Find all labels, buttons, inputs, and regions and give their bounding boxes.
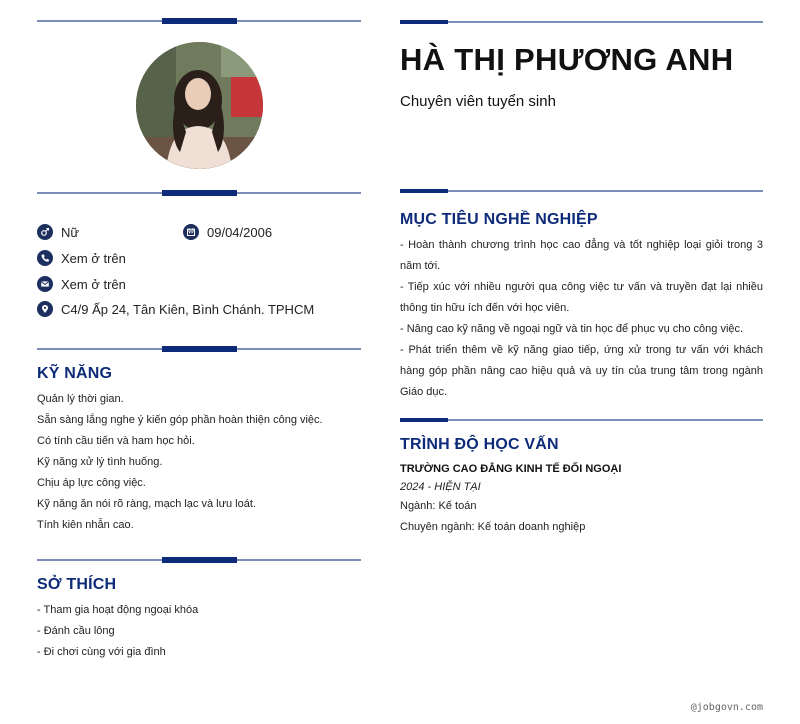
email-value: Xem ở trên bbox=[61, 276, 126, 292]
list-item: Kỹ năng ăn nói rõ ràng, mạch lạc và lưu loát. bbox=[37, 498, 256, 510]
gender-icon bbox=[37, 224, 53, 240]
education-title: TRÌNH ĐỘ HỌC VẤN bbox=[400, 436, 559, 453]
list-item: - Phát triển thêm về kỹ năng giao tiếp, ứng xử trong tư vấn với khách hàng góp phần nâng cao hiệu quả và uy tín của trung tâm trong ngành Giáo dục. bbox=[400, 344, 763, 398]
list-item: - Tham gia hoạt động ngoại khóa bbox=[37, 604, 199, 616]
watermark: @jobgovn.com bbox=[690, 702, 763, 713]
address-row bbox=[37, 299, 314, 319]
list-item: Có tính cầu tiến và ham học hỏi. bbox=[37, 435, 195, 447]
avatar-photo bbox=[136, 42, 263, 169]
avatar bbox=[136, 42, 263, 169]
divider-skills bbox=[37, 344, 361, 354]
address-value: C4/9 Ấp 24, Tân Kiên, Bình Chánh. TPHCM bbox=[61, 301, 315, 317]
list-item: Kỹ năng xử lý tình huống. bbox=[37, 456, 163, 468]
hobbies-title: SỞ THÍCH bbox=[37, 576, 117, 593]
divider-header bbox=[400, 17, 763, 27]
candidate-name: HÀ THỊ PHƯƠNG ANH bbox=[400, 42, 734, 77]
birthdate-value: 09/04/2006 bbox=[207, 224, 273, 240]
list-item: - Tiếp xúc với nhiều người qua công việc tư vấn và truyền đạt lại nhiều thông tin hữu ích đến với học viên. bbox=[400, 281, 763, 314]
skills-list bbox=[37, 389, 323, 536]
education-time: 2024 - HIỆN TẠI bbox=[400, 481, 481, 493]
school-name: TRƯỜNG CAO ĐẲNG KINH TẾ ĐỐI NGOẠI bbox=[400, 463, 622, 475]
phone-row bbox=[37, 248, 126, 268]
divider-contact bbox=[37, 188, 361, 198]
location-icon bbox=[37, 301, 53, 317]
birthdate-row bbox=[183, 222, 272, 242]
objective-title: MỤC TIÊU NGHỀ NGHIỆP bbox=[400, 211, 598, 228]
divider-objective bbox=[400, 186, 763, 196]
job-title: Chuyên viên tuyển sinh bbox=[400, 93, 556, 110]
phone-value: Xem ở trên bbox=[61, 250, 126, 266]
list-item: Chịu áp lực công việc. bbox=[37, 477, 146, 489]
divider-education bbox=[400, 415, 763, 425]
divider-top bbox=[37, 16, 361, 26]
gender-value: Nữ bbox=[61, 224, 80, 240]
list-item: Sẵn sàng lắng nghe ý kiến góp phần hoàn thiện công việc. bbox=[37, 414, 323, 426]
education-specialization: Chuyên ngành: Kế toán doanh nghiệp bbox=[400, 521, 586, 533]
calendar-icon bbox=[183, 224, 199, 240]
list-item: Tính kiên nhẫn cao. bbox=[37, 519, 134, 531]
list-item: - Đi chơi cùng với gia đình bbox=[37, 646, 166, 658]
divider-hobbies bbox=[37, 555, 361, 565]
objective-list bbox=[400, 235, 763, 403]
list-item: - Hoàn thành chương trình học cao đẳng và tốt nghiệp loại giỏi trong 3 năm tới. bbox=[400, 239, 763, 272]
email-row bbox=[37, 274, 126, 294]
email-icon bbox=[37, 276, 53, 292]
hobbies-list bbox=[37, 600, 198, 663]
phone-icon bbox=[37, 250, 53, 266]
list-item: Quản lý thời gian. bbox=[37, 393, 124, 405]
skills-title: KỸ NĂNG bbox=[37, 365, 113, 382]
list-item: - Nâng cao kỹ năng về ngoại ngữ và tin học để phục vụ cho công việc. bbox=[400, 323, 744, 335]
education-major: Ngành: Kế toán bbox=[400, 500, 477, 512]
list-item: - Đánh cầu lông bbox=[37, 625, 115, 637]
gender-row bbox=[37, 222, 79, 242]
